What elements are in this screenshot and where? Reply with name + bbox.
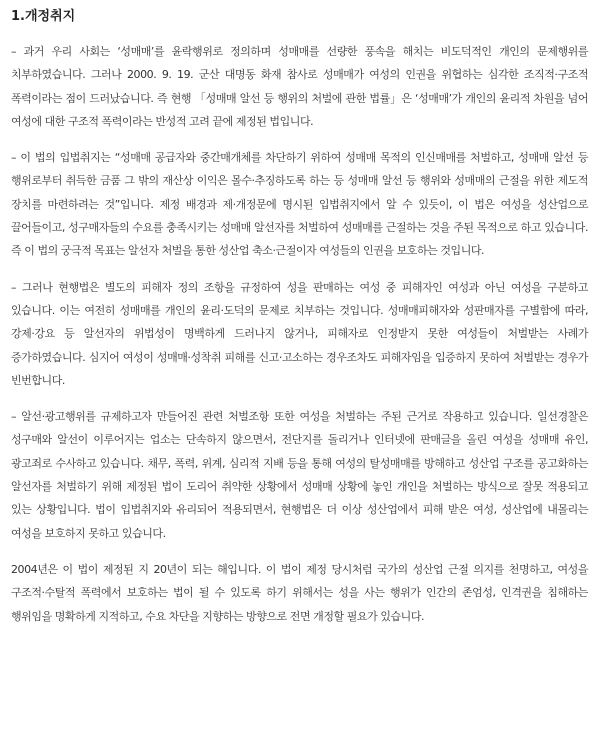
paragraph-background: – 과거 우리 사회는 ‘성매매’를 윤락행위로 정의하며 성매매를 선량한 풍속을 해치는 비도덕적인 개인의 문제행위를 치부하였습니다. 그러나 2000. 9. 19. 군산 대명동 화재 참사로 성매매가 여성의 인권을 위협하는 심각한 조직적·구조적 폭력이라는 점이 드러났습니다. 즉 현행 「성매매 알선 등 행위의 처벌에 관한 법률」은 ‘성매매’가 개인의 윤리적 차원을 넘어 여성에 대한 구조적 폭력이라는 반성적 고려 끝에 제정된 법입니다. (11, 45, 588, 128)
paragraph-advertising-provision: – 알선·광고행위를 규제하고자 만들어진 관련 처벌조항 또한 여성을 처벌하는 주된 근거로 작용하고 있습니다. 일선경찰은 성구매와 알선이 이루어지는 업소는 단속하지 않으면서, 전단지를 돌리거나 인터넷에 판매글을 올린 여성을 성매매 유인, 광고죄로 수사하고 있습니다. 채무, 폭력, 위계, 심리적 지배 등을 통해 여성의 탈성매매를 방해하고 성산업 구조를 공고화하는 알선자를 처벌하기 위해 제정된 법이 도리어 취약한 상황에서 성매매 상황에 놓인 개인을 처벌하는 방식으로 잘못 적용되고 있는 상황입니다. 법이 입법취지와 유리되어 적용되면서, 현행법은 더 이상 성산업에서 피해 받은 여성, 성산업에 내몰리는 여성을 보호하지 못하고 있습니다. (11, 410, 588, 540)
paragraph-revision-need: 2004년은 이 법이 제정된 지 20년이 되는 해입니다. 이 법이 제정 당시처럼 국가의 성산업 근절 의지를 천명하고, 여성을 구조적·수탈적 폭력에서 보호하는 법이 될 수 있도록 하기 위해서는 성을 사는 행위가 인간의 존엄성, 인격권을 침해하는 행위임을 명확하게 지적하고, 수요 차단을 지향하는 방향으로 전면 개정할 필요가 있습니다. (11, 562, 588, 623)
paragraph-legislative-purpose: – 이 법의 입법취지는 “성매매 공급자와 중간매개체를 차단하기 위하여 성매매 목적의 인신매매를 처벌하고, 성매매 알선 등 행위로부터 취득한 금품 그 밖의 재산상 이익은 몰수·추징하도록 하는 등 성매매 알선 등 행위와 성매매의 근절을 위한 제도적 장치를 마련하려는 것”입니다. 제정 배경과 제·개정문에 명시된 입법취지에서 알 수 있듯이, 이 법은 여성을 성산업으로 끌어들이고, 성구매자들의 수요를 충족시키는 성매매 알선자를 처벌하여 성매매를 근절하는 것을 주된 목적으로 하고 있습니다. 즉 이 법의 궁극적 목표는 알선자 처벌을 통한 성산업 축소·근절이자 여성들의 인권을 보호하는 것입니다. (11, 151, 588, 258)
section-title: 1.개정취지 (11, 9, 76, 24)
paragraph-victim-definition: – 그러나 현행법은 별도의 피해자 정의 조항을 규정하여 성을 판매하는 여성 중 피해자인 여성과 아닌 여성을 구분하고 있습니다. 이는 여전히 성매매를 개인의 윤리·도덕의 문제로 치부하는 것입니다. 성매매피해자와 성판매자를 구별함에 따라, 강제·강요 등 알선자의 위법성이 명백하게 드러나지 않거나, 피해자로 인정받지 못한 여성들이 처벌받는 사례가 증가하였습니다. 심지어 여성이 성매매·성착취 피해를 신고·고소하는 경우조차도 피해자임을 입증하지 못하여 처벌받는 경우가 빈번합니다. (11, 280, 588, 387)
